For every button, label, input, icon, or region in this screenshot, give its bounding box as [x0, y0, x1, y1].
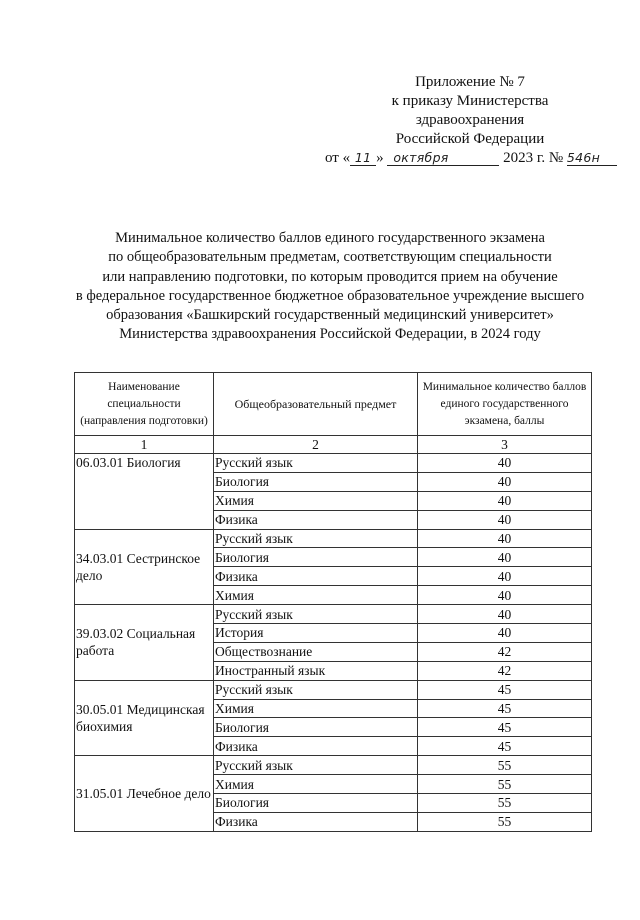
min-scores-table: [74, 372, 592, 832]
table-row: [75, 454, 592, 473]
score-cell: 55: [418, 775, 592, 794]
score-cell: 45: [418, 699, 592, 718]
title-line: Минимальное количество баллов единого государственного экзамена: [115, 230, 545, 246]
subject-cell: Биология: [214, 472, 418, 491]
subject-cell: Русский язык: [214, 454, 418, 473]
score-cell: 55: [418, 794, 592, 813]
score-cell: 45: [418, 718, 592, 737]
column-number: 2: [214, 436, 418, 454]
score-cell: 45: [418, 680, 592, 699]
subject-cell: Русский язык: [214, 529, 418, 548]
score-cell: 40: [418, 624, 592, 643]
header-subject: Общеобразовательный предмет: [214, 373, 418, 436]
score-cell: 40: [418, 548, 592, 567]
subject-cell: Химия: [214, 699, 418, 718]
title-line: образования «Башкирский государственный медицинский университет»: [106, 307, 554, 324]
specialty-cell: 31.05.01 Лечебное дело: [75, 756, 214, 832]
subject-cell: Обществознание: [214, 642, 418, 661]
score-cell: 40: [418, 472, 592, 491]
column-number: 3: [418, 436, 592, 454]
specialty-cell: 34.03.01 Сестринское дело: [75, 529, 214, 605]
score-cell: 40: [418, 454, 592, 473]
subject-cell: Физика: [214, 510, 418, 529]
score-cell: 55: [418, 756, 592, 775]
score-cell: 45: [418, 737, 592, 756]
document-title: [40, 229, 620, 345]
score-cell: 40: [418, 491, 592, 510]
score-cell: 40: [418, 567, 592, 586]
subject-cell: Физика: [214, 737, 418, 756]
order-number-handwritten: 546н: [567, 151, 617, 166]
subject-cell: Химия: [214, 775, 418, 794]
score-cell: 40: [418, 605, 592, 624]
subject-cell: Иностранный язык: [214, 661, 418, 680]
subject-cell: Русский язык: [214, 756, 418, 775]
column-number: 1: [75, 436, 214, 454]
table-row: [75, 756, 592, 775]
score-cell: 42: [418, 661, 592, 680]
title-line: или направлению подготовки, по которым проводится прием на обучение: [102, 268, 558, 285]
column-number-row: [75, 436, 592, 454]
header-specialty: Наименование специальности (направления подготовки): [75, 373, 214, 436]
order-date-line: [325, 149, 615, 168]
subject-cell: Физика: [214, 812, 418, 831]
date-year: 2023 г. №: [503, 150, 564, 166]
title-line: Министерства здравоохранения Российской Федерации, в 2024 году: [119, 326, 541, 343]
subject-cell: Биология: [214, 718, 418, 737]
score-cell: 40: [418, 510, 592, 529]
subject-cell: Биология: [214, 548, 418, 567]
title-line: по общеобразовательным предметам, соответствующим специальности: [108, 249, 552, 266]
appendix-order-ref: к приказу Министерства: [391, 93, 549, 109]
date-prefix: от «: [325, 150, 351, 166]
header-min-score: Минимальное количество баллов единого государственного экзамена, баллы: [418, 373, 592, 436]
score-cell: 55: [418, 812, 592, 831]
appendix-block: [325, 73, 615, 168]
subject-cell: Химия: [214, 586, 418, 605]
subject-cell: История: [214, 624, 418, 643]
title-line: в федеральное государственное бюджетное образовательное учреждение высшего: [75, 287, 585, 304]
subject-cell: Физика: [214, 567, 418, 586]
table-header-row: [75, 373, 592, 436]
score-cell: 42: [418, 642, 592, 661]
date-mid: »: [376, 150, 384, 166]
appendix-federation: Российской Федерации: [395, 131, 545, 147]
table-row: [75, 529, 592, 548]
subject-cell: Русский язык: [214, 680, 418, 699]
specialty-cell: 30.05.01 Медицинская биохимия: [75, 680, 214, 756]
table-row: [75, 680, 592, 699]
date-month-handwritten: октября: [387, 151, 499, 166]
specialty-cell: 06.03.01 Биология: [75, 454, 214, 530]
specialty-cell: 39.03.02 Социальная работа: [75, 605, 214, 681]
subject-cell: Биология: [214, 794, 418, 813]
appendix-ministry: здравоохранения: [415, 112, 525, 128]
score-cell: 40: [418, 586, 592, 605]
subject-cell: Химия: [214, 491, 418, 510]
appendix-title: Приложение № 7: [415, 74, 525, 90]
score-cell: 40: [418, 529, 592, 548]
subject-cell: Русский язык: [214, 605, 418, 624]
date-day-handwritten: 11: [350, 151, 376, 166]
table-row: [75, 605, 592, 624]
